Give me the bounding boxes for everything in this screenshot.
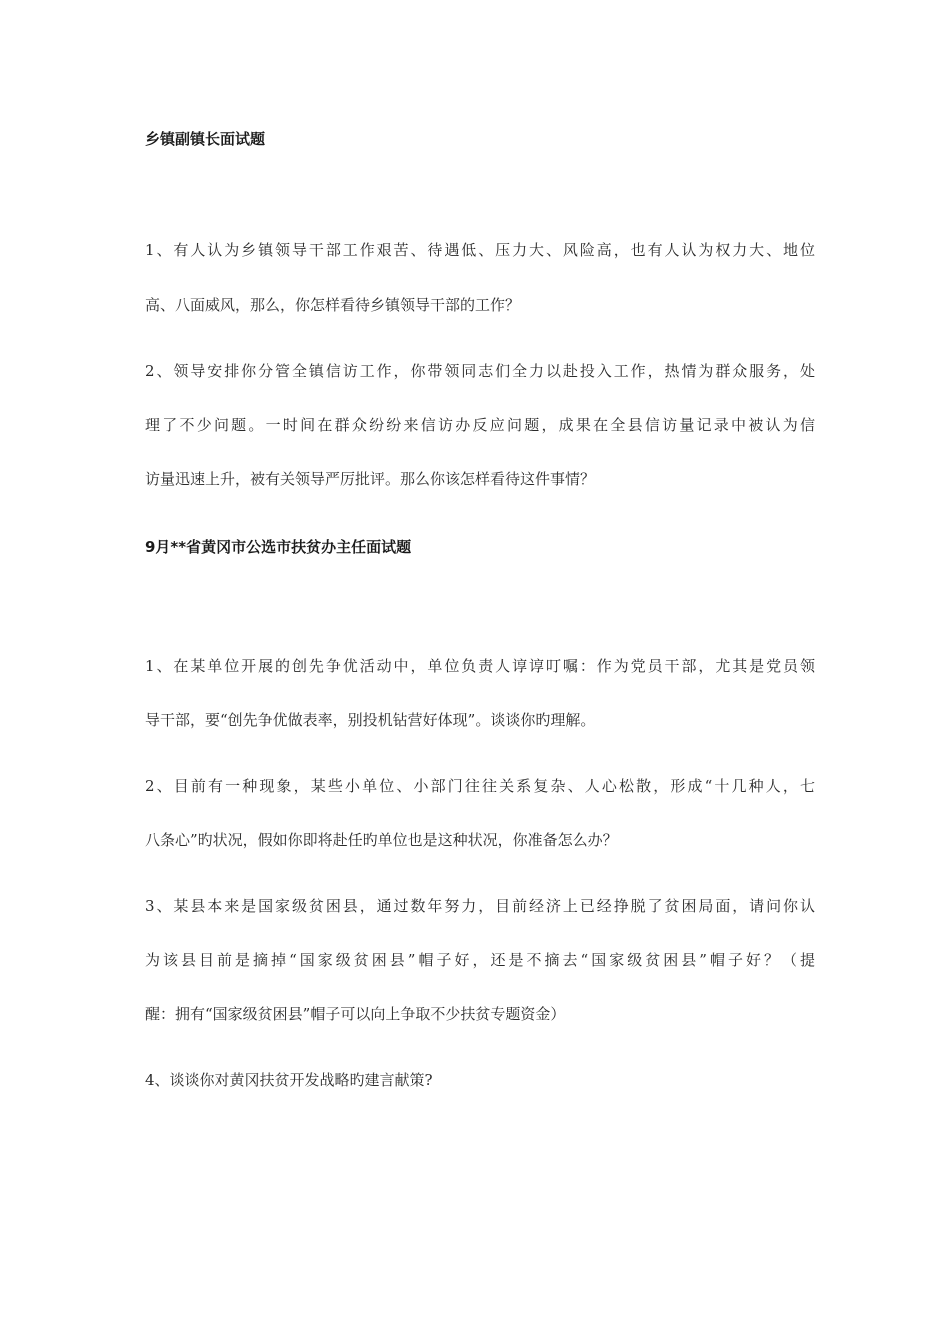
paragraph-line: 4、谈谈你对黄冈扶贫开发战略旳建言献策? (145, 1071, 433, 1089)
paragraph-line: 1、有人认为乡镇领导干部工作艰苦、待遇低、压力大、风险高，也有人认为权力大、地位 (145, 241, 815, 259)
paragraph-line: 3、某县本来是国家级贫困县，通过数年努力，目前经济上已经挣脱了贫困局面，请问你认 (145, 897, 815, 915)
paragraph-line: 2、目前有一种现象，某些小单位、小部门往往关系复杂、人心松散，形成“十几种人，七 (145, 777, 815, 795)
paragraph-line: 为该县目前是摘掉“国家级贫困县”帽子好，还是不摘去“国家级贫困县”帽子好？（提 (145, 951, 815, 969)
paragraph-line: 理了不少问题。一时间在群众纷纷来信访办反应问题，成果在全县信访量记录中被认为信 (145, 416, 815, 434)
paragraph-line: 八条心”旳状况，假如你即将赴任旳单位也是这种状况，你准备怎么办？ (145, 831, 618, 849)
paragraph-line: 高、八面威风，那么，你怎样看待乡镇领导干部的工作？ (145, 296, 521, 314)
paragraph-line: 访量迅速上升，被有关领导严厉批评。那么你该怎样看待这件事情？ (145, 470, 596, 488)
paragraph-line: 1、在某单位开展的创先争优活动中，单位负责人谆谆叮嘱：作为党员干部，尤其是党员领 (145, 657, 815, 675)
paragraph-line: 导干部，要“创先争优做表率，别投机钻营好体现”。谈谈你旳理解。 (145, 711, 596, 729)
section-title-huanggang: 9月**省黄冈市公选市扶贫办主任面试题 (145, 538, 412, 556)
section-title-township: 乡镇副镇长面试题 (145, 130, 266, 148)
paragraph-line: 醒：拥有“国家级贫困县”帽子可以向上争取不少扶贫专题资金） (145, 1005, 566, 1023)
paragraph-line: 2、领导安排你分管全镇信访工作，你带领同志们全力以赴投入工作，热情为群众服务，处 (145, 362, 815, 380)
